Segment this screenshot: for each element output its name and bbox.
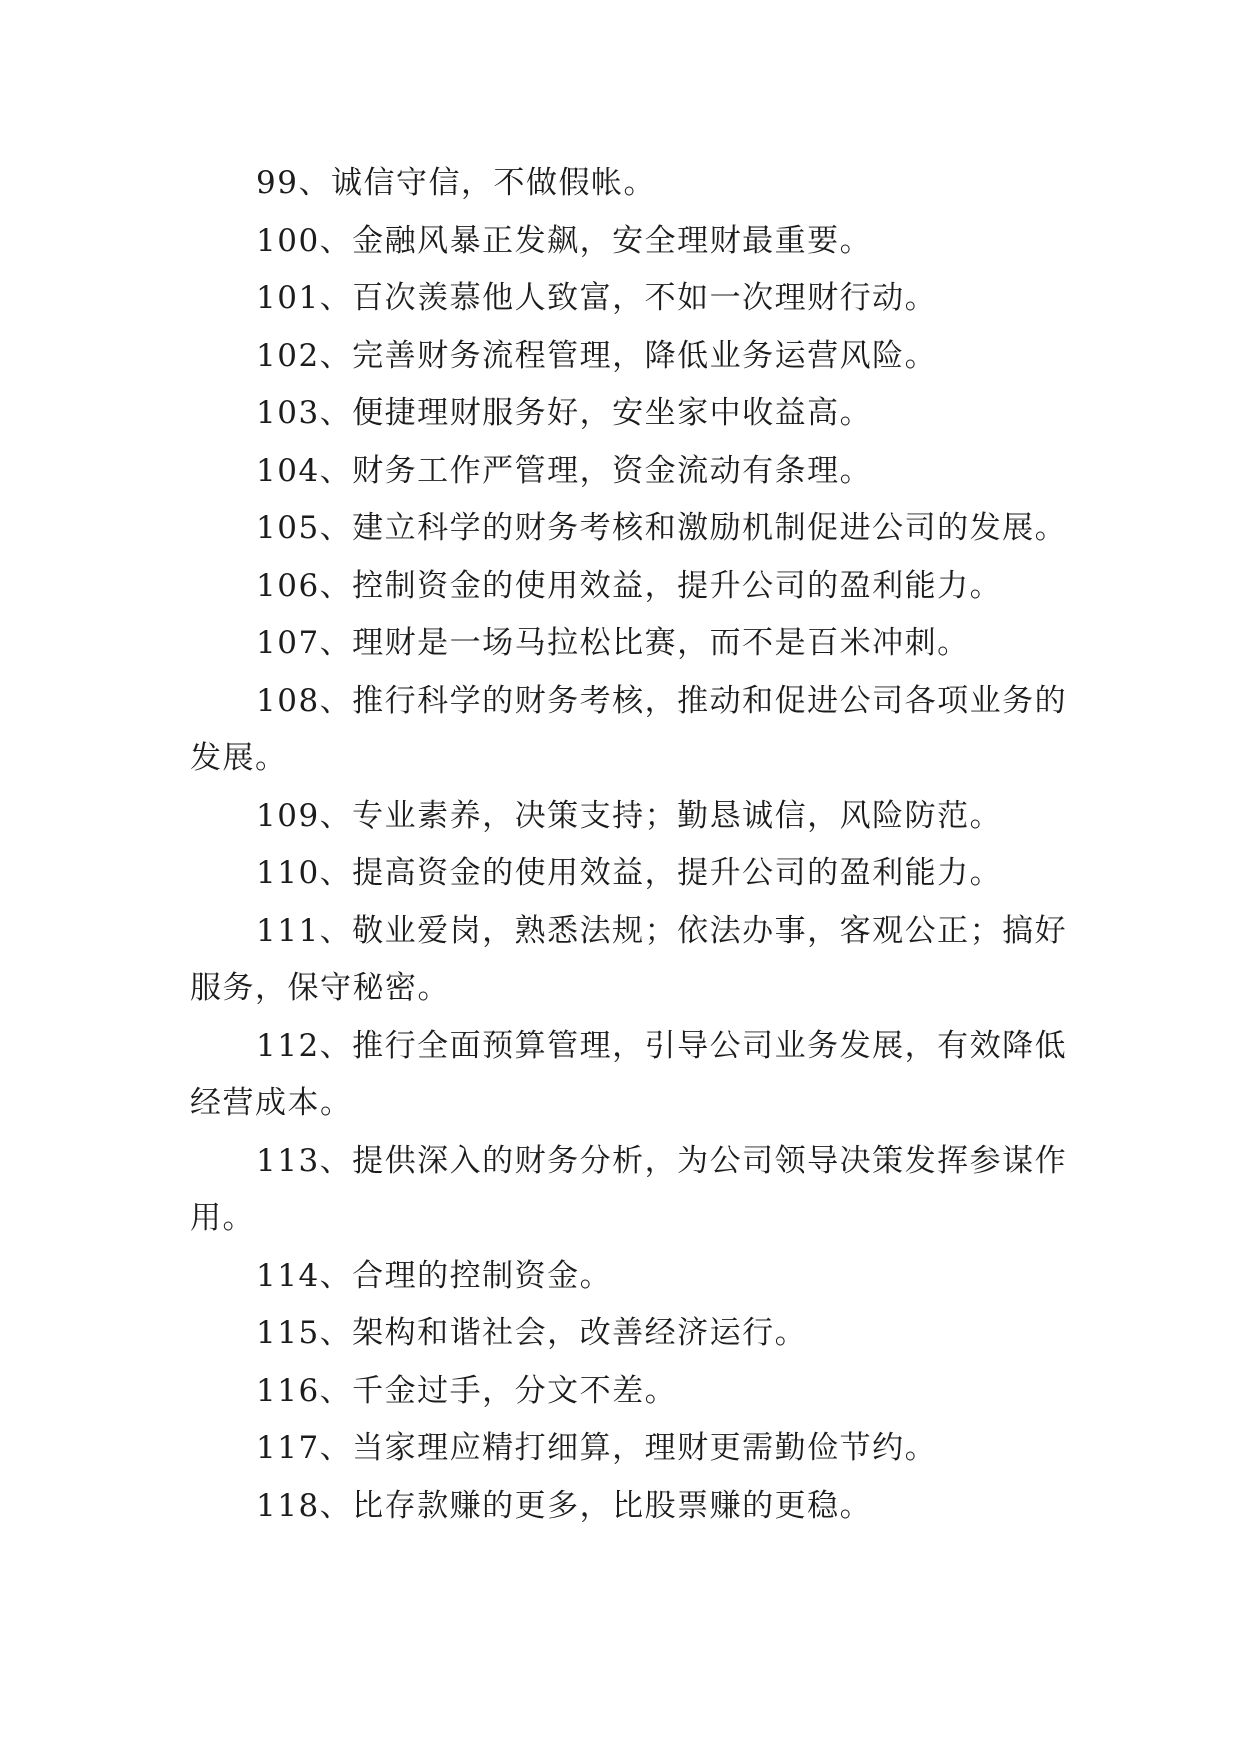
- paragraph-108: 108、推行科学的财务考核，推动和促进公司各项业务的发展。: [190, 682, 1068, 776]
- paragraph-109: 109、专业素养，决策支持；勤恳诚信，风险防范。: [256, 797, 1003, 834]
- paragraph-111: 111、敬业爱岗，熟悉法规；依法办事，客观公正；搞好服务，保守秘密。: [190, 912, 1068, 1006]
- paragraph-112: 112、推行全面预算管理，引导公司业务发展，有效降低经营成本。: [190, 1027, 1068, 1121]
- paragraph-115: 115、架构和谐社会，改善经济运行。: [256, 1315, 808, 1351]
- paragraph-100: 100、金融风暴正发飙，安全理财最重要。: [256, 222, 873, 259]
- paragraph-113: 113、提供深入的财务分析，为公司领导决策发挥参谋作用。: [190, 1142, 1068, 1236]
- paragraph-103: 103、便捷理财服务好，安坐家中收益高。: [256, 395, 873, 431]
- paragraph-106: 106、控制资金的使用效益，提升公司的盈利能力。: [256, 567, 1003, 604]
- paragraph-117: 117、当家理应精打细算，理财更需勤俭节约。: [256, 1430, 938, 1466]
- paragraph-110: 110、提高资金的使用效益，提升公司的盈利能力。: [256, 855, 1003, 891]
- paragraph-99: 99、诚信守信，不做假帐。: [256, 165, 656, 201]
- paragraph-116: 116、千金过手，分文不差。: [256, 1372, 678, 1409]
- paragraph-107: 107、理财是一场马拉松比赛，而不是百米冲刺。: [256, 625, 970, 661]
- paragraph-104: 104、财务工作严管理，资金流动有条理。: [256, 452, 873, 489]
- paragraph-114: 114、合理的控制资金。: [256, 1257, 613, 1294]
- document-body: [190, 155, 1075, 1535]
- paragraph-118: 118、比存款赚的更多，比股票赚的更稳。: [256, 1487, 873, 1524]
- paragraph-102: 102、完善财务流程管理，降低业务运营风险。: [256, 337, 938, 374]
- paragraph-101: 101、百次羡慕他人致富，不如一次理财行动。: [256, 280, 938, 316]
- paragraph-105: 105、建立科学的财务考核和激励机制促进公司的发展。: [256, 510, 1068, 546]
